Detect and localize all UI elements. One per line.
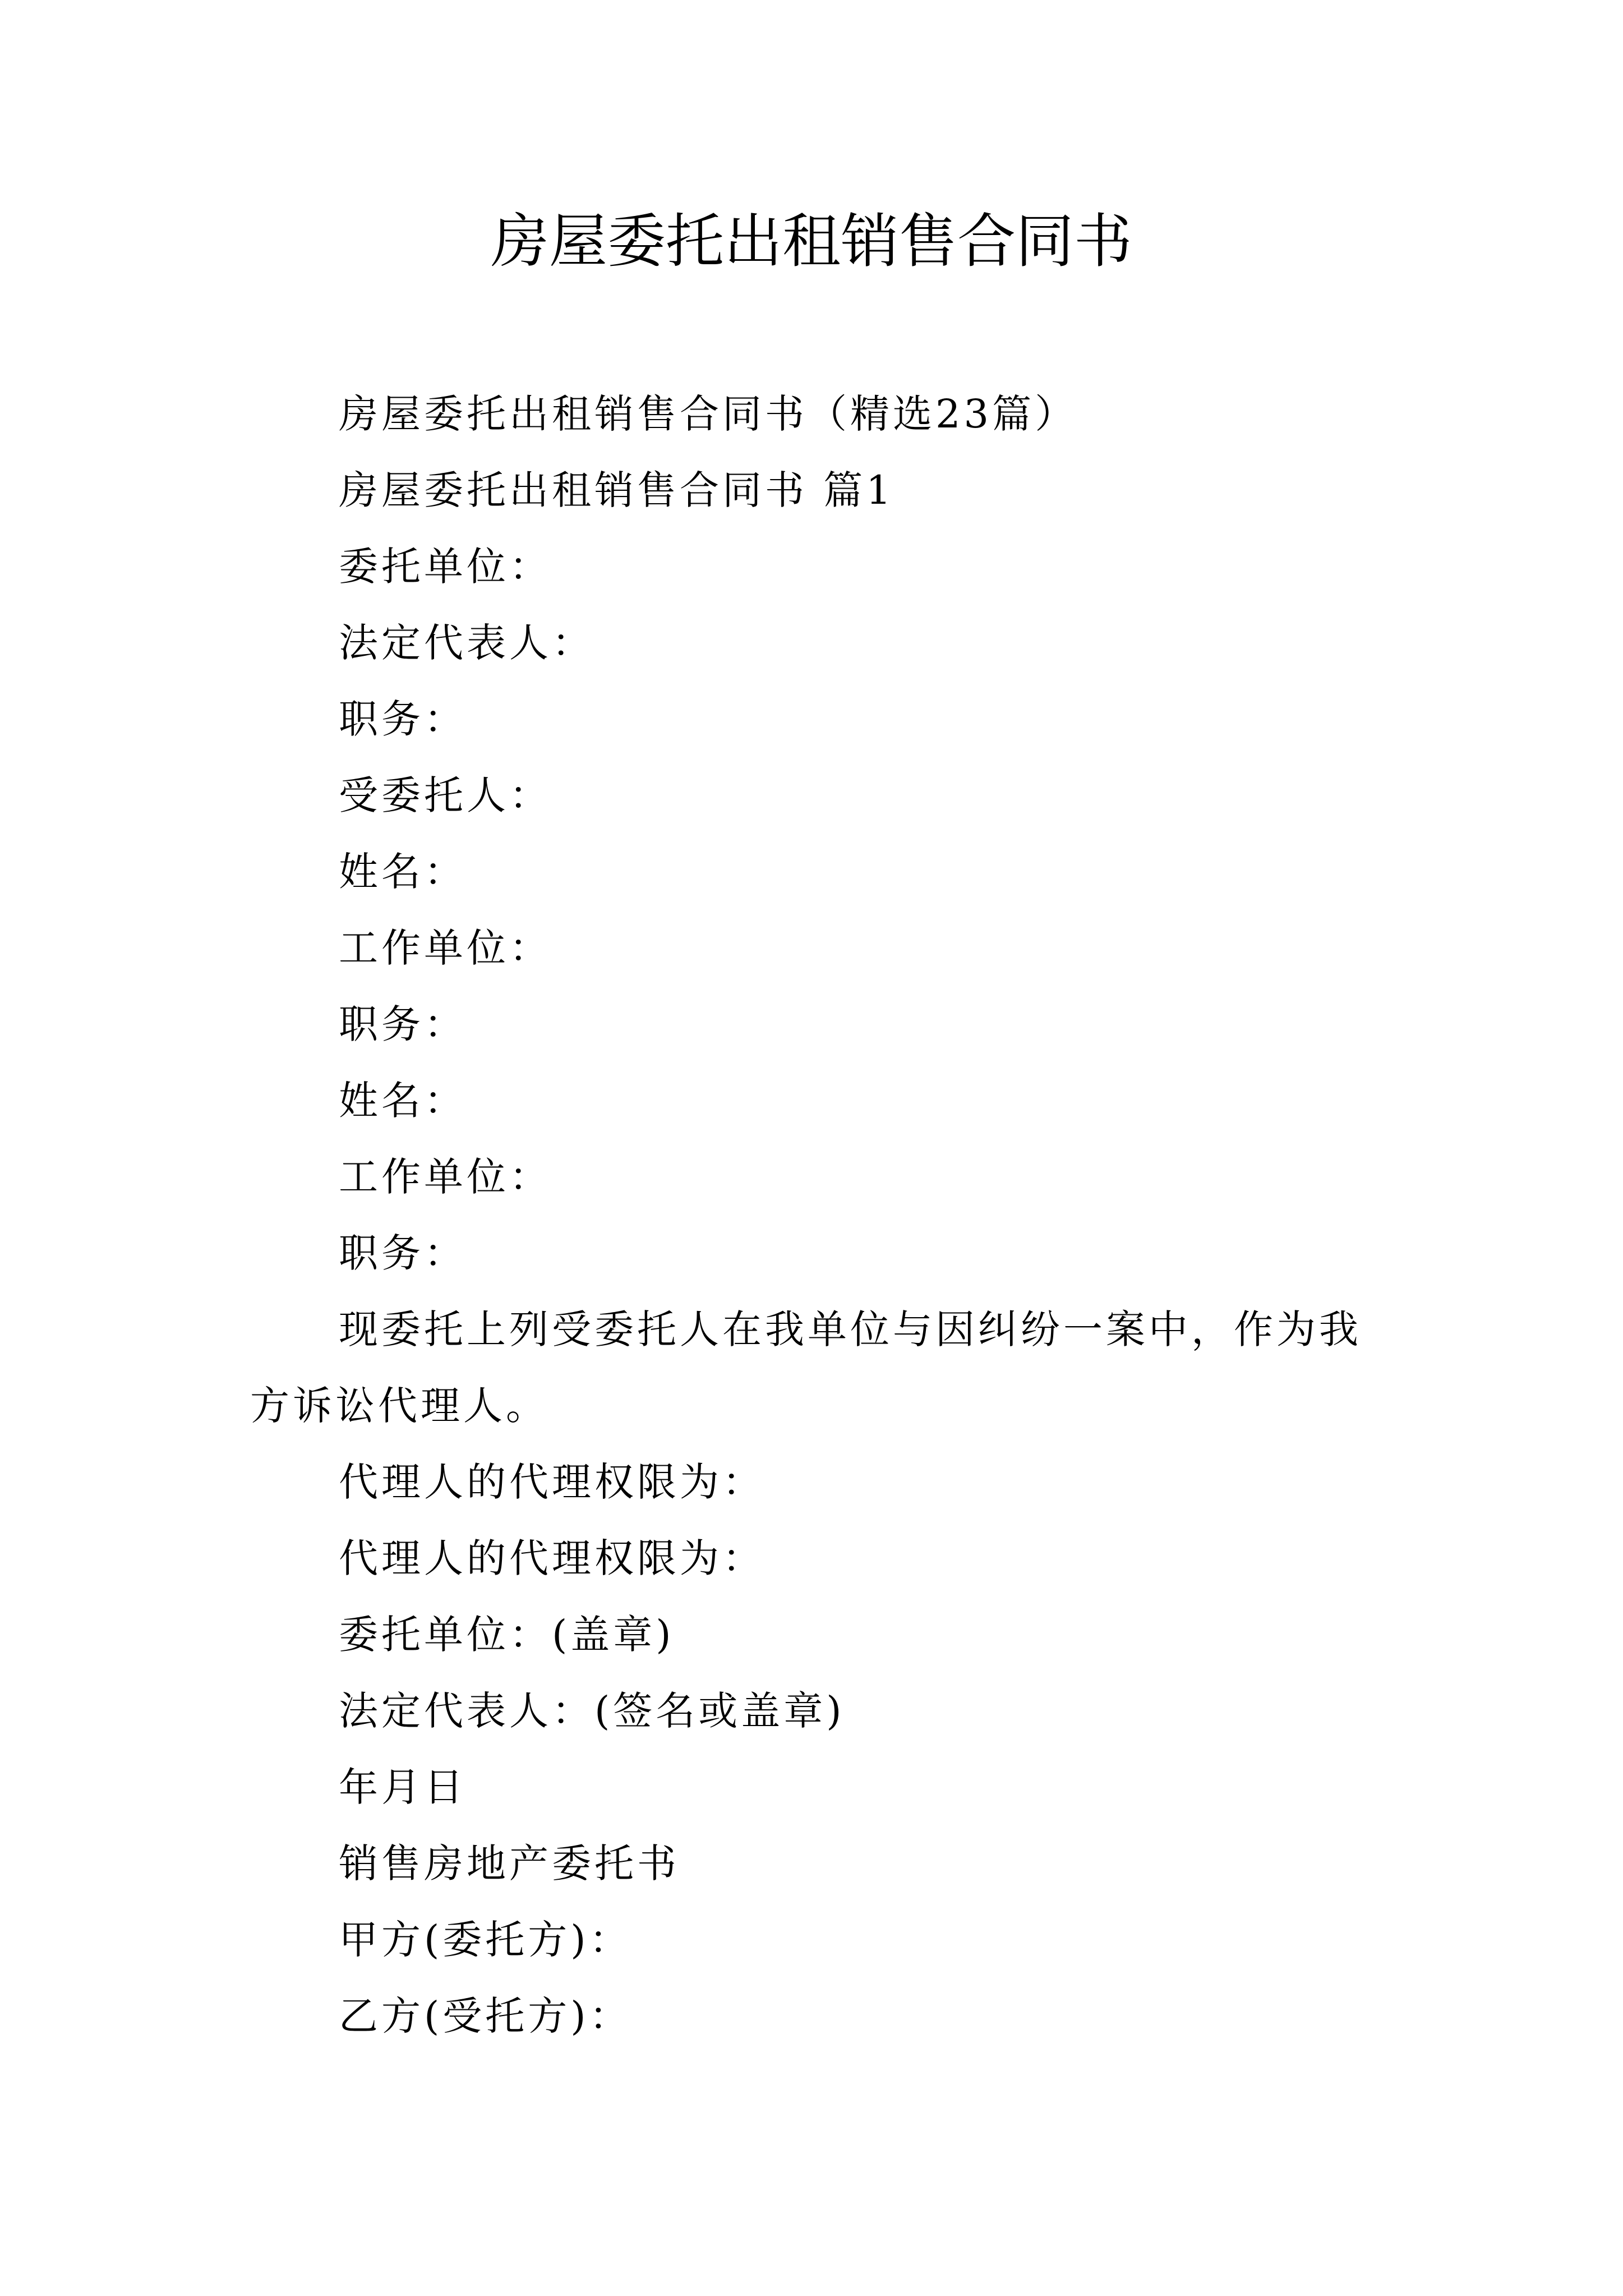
field-party-a: 甲方(委托方)： <box>339 1917 632 1963</box>
field-agent-authority: 代理人的代理权限为： <box>339 1459 765 1505</box>
field-entrusting-unit: 委托单位： <box>339 544 552 590</box>
field-entrusting-unit-seal: 委托单位：(盖章) <box>339 1612 675 1658</box>
paragraph-subtitle: 房屋委托出租销售合同书（精选23篇） <box>339 391 1078 437</box>
field-position: 职务： <box>339 1001 467 1047</box>
document-title: 房屋委托出租销售合同书 <box>490 207 1132 275</box>
field-work-unit: 工作单位： <box>339 1154 552 1200</box>
field-trustee: 受委托人： <box>339 772 552 818</box>
field-agent-authority: 代理人的代理权限为： <box>339 1535 765 1581</box>
paragraph-entrustment-statement: 现委托上列受委托人在我单位与因纠纷一案中，作为我方诉讼代理人。 <box>250 1306 1362 1429</box>
field-position: 职务： <box>339 696 467 742</box>
field-date: 年月日 <box>339 1764 467 1810</box>
field-party-b: 乙方(受托方)： <box>339 1993 632 2039</box>
field-name: 姓名： <box>339 1078 467 1124</box>
paragraph-section-heading: 房屋委托出租销售合同书 篇1 <box>339 467 895 513</box>
paragraph-sales-entrustment-heading: 销售房地产委托书 <box>339 1841 680 1887</box>
field-legal-representative: 法定代表人： <box>339 620 594 666</box>
field-legal-representative-signature: 法定代表人：(签名或盖章) <box>339 1688 845 1734</box>
field-name: 姓名： <box>339 849 467 895</box>
field-position: 职务： <box>339 1230 467 1276</box>
document-body <box>250 376 1389 2054</box>
field-work-unit: 工作单位： <box>339 925 552 971</box>
